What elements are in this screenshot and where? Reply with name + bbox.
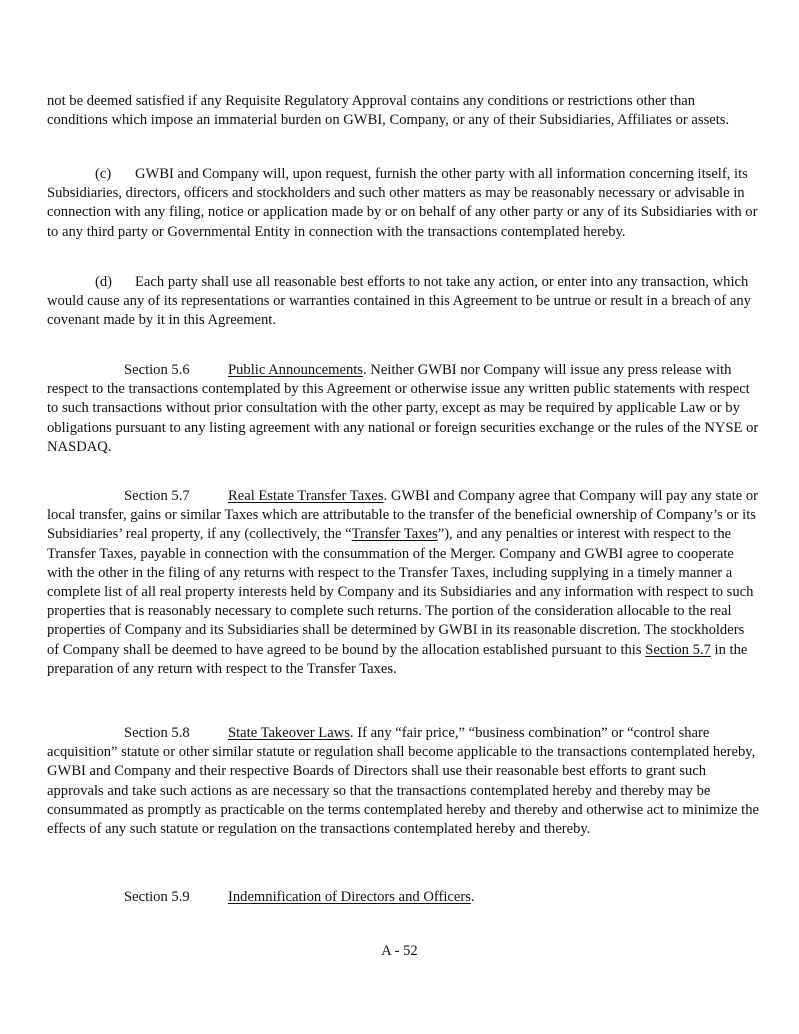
paragraph-d-label: (d) bbox=[95, 274, 113, 290]
section-5-7-title: Real Estate Transfer Taxes bbox=[228, 488, 384, 504]
section-5-6-text: . Neither GWBI nor Company will issue any press release with respect to the transactions contemplated by this Agreement or otherwise issue any written public statements with respect to such transactions without prior consultation with the other party, except as may be required by applicable Law or by obligations pursuant to any listing agreement with any national or foreign securities exchange or the rules of the NYSE or NASDAQ. bbox=[47, 362, 759, 455]
section-5-6-number: Section 5.6 bbox=[124, 362, 190, 378]
section-5-9 bbox=[47, 888, 759, 907]
paragraph-c-text: GWBI and Company will, upon request, furnish the other party with all information concerning itself, its Subsidiaries, directors, officers and stockholders and such other matters as may be reasonably necessary or advisable in connection with any filing, notice or application made by or on behalf of any other party or any of its Subsidiaries with or to any third party or Governmental Entity in connection with the transactions contemplated hereby. bbox=[47, 166, 758, 240]
transfer-taxes-term: Transfer Taxes bbox=[351, 526, 438, 543]
page-number: A - 52 bbox=[381, 943, 418, 959]
section-5-7-text-1: . GWBI and Company agree that Company will pay any state or local transfer, gains or similar Taxes which are attributable to the transfer of the beneficial ownership of Company’s or its Subsidiaries’ real property, if any (collectively, the “ bbox=[47, 488, 759, 543]
section-5-8 bbox=[47, 724, 759, 839]
section-5-7-text-2: ”), and any penalties or interest with respect to the Transfer Taxes, payable in connection with the consummation of the Merger. Company and GWBI agree to cooperate with the other in the filing of any returns with respect to the Transfer Taxes, including supplying in a timely manner a complete list of all real property interests held by Company and its Subsidiaries and any information with respect to such properties that is reasonably necessary to complete such returns. The portion of the consideration allocable to the real properties of Company and its Subsidiaries shall be determined by GWBI in its reasonable discretion. The stockholders of Company shall be deemed to have agreed to be bound by the allocation established pursuant to this bbox=[47, 526, 754, 658]
section-5-7-text-3: in the preparation of any return with respect to the Transfer Taxes. bbox=[47, 641, 748, 677]
section-5-8-text: . If any “fair price,” “business combination” or “control share acquisition” statute or other similar statute or regulation shall become applicable to the transactions contemplated hereby, GWBI and Company and their respective Boards of Directors shall use their reasonable best efforts to grant such approvals and take such actions as are necessary so that the transactions contemplated hereby and thereby may be consummated as promptly as practicable on the terms contemplated hereby and thereby and otherwise act to minimize the effects of any such statute or regulation on the transactions contemplated hereby and thereby. bbox=[47, 725, 760, 838]
section-5-9-number: Section 5.9 bbox=[124, 889, 190, 905]
section-5-7-number: Section 5.7 bbox=[124, 488, 190, 504]
section-5-7-reference: Section 5.7 bbox=[645, 641, 711, 658]
paragraph-c bbox=[47, 165, 759, 242]
paragraph-d-text: Each party shall use all reasonable best efforts to not take any action, or enter into any transaction, which would cause any of its representations or warranties contained in this Agreement to be untrue or result in a breach of any covenant made by it in this Agreement. bbox=[47, 274, 751, 329]
paragraph-continued bbox=[47, 92, 759, 130]
paragraph-d bbox=[47, 273, 759, 331]
section-5-6 bbox=[47, 361, 759, 457]
paragraph-continued-text: not be deemed satisfied if any Requisite Regulatory Approval contains any conditions or restrictions other than conditions which impose an immaterial burden on GWBI, Company, or any of their Subsidiaries, Affiliates or assets. bbox=[47, 93, 730, 129]
section-5-6-title: Public Announcements bbox=[228, 362, 363, 378]
section-5-8-title: State Takeover Laws bbox=[228, 725, 350, 741]
section-5-9-title: Indemnification of Directors and Officers bbox=[228, 889, 471, 905]
section-5-8-number: Section 5.8 bbox=[124, 725, 190, 741]
section-5-9-text: . bbox=[470, 889, 475, 905]
paragraph-c-label: (c) bbox=[95, 166, 112, 182]
section-5-7 bbox=[47, 487, 759, 679]
